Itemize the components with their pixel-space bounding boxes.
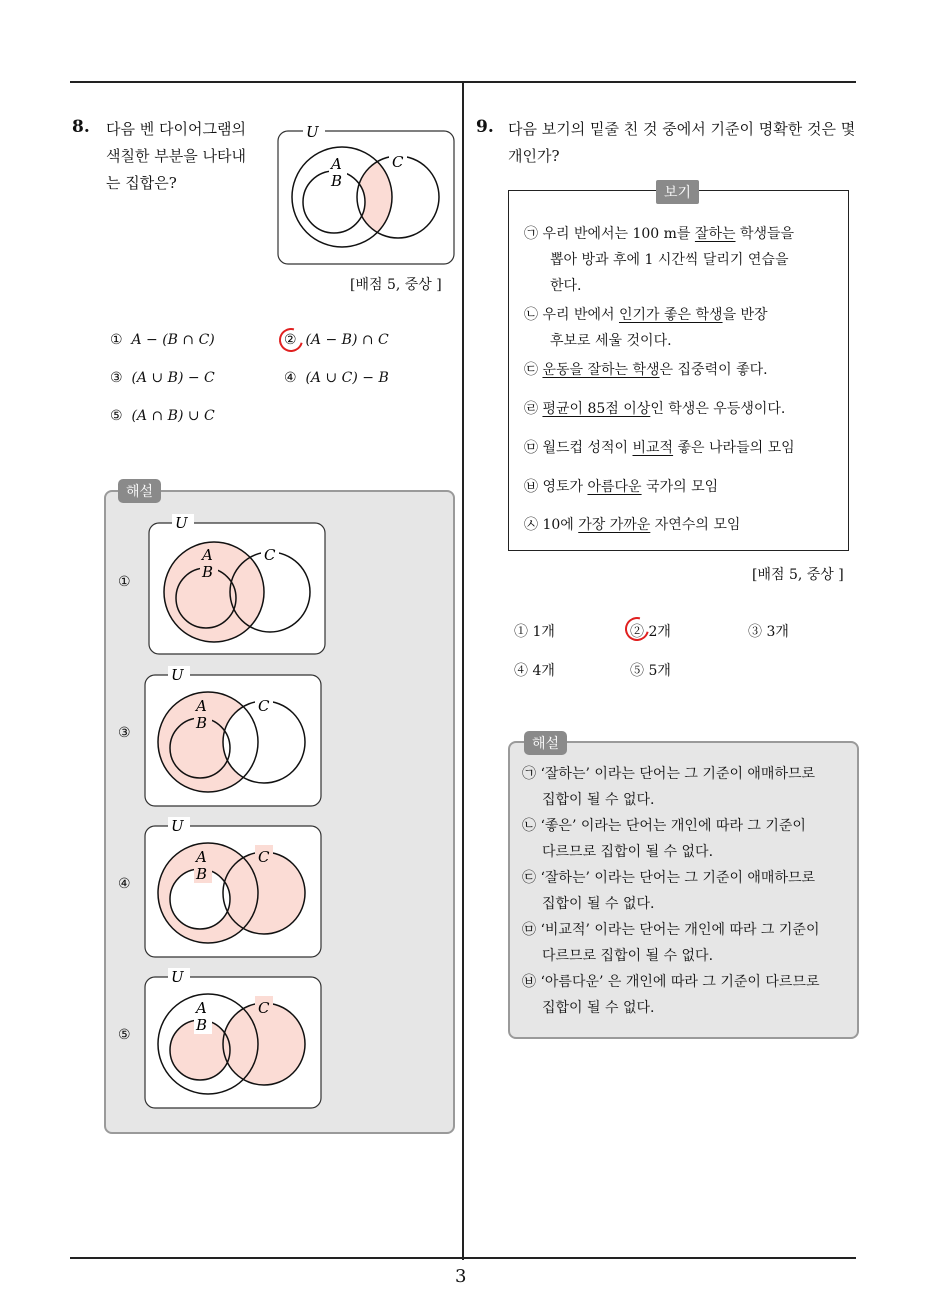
bogi-item-1-cont: 뽑아 방과 후에 1 시간씩 달리기 연습을: [550, 252, 789, 268]
svg-text:A: A: [196, 848, 207, 866]
label-c: C: [392, 153, 404, 171]
choice-expression: (A ∩ B) ∪ C: [131, 408, 215, 424]
svg-text:A: A: [196, 999, 207, 1017]
svg-text:B: B: [202, 563, 214, 581]
expl-label-3: ③: [118, 725, 131, 741]
bogi-item-2-cont: 후보로 세울 것이다.: [550, 333, 672, 349]
q9-choice-1[interactable]: ① 1개: [514, 624, 555, 640]
venn-explanation-1: [146, 512, 328, 658]
svg-text:C: C: [258, 697, 270, 715]
q8-text-line: 는 집합은?: [106, 174, 177, 192]
svg-text:A: A: [202, 546, 213, 564]
bogi-item-7: ㉦ 10에 가장 가까운 자연수의 모임: [524, 517, 741, 533]
expl-line: 다르므로 집합이 될 수 없다.: [542, 844, 714, 860]
label-a: A: [331, 155, 342, 173]
q9-score: [배점 5, 중상 ]: [752, 567, 844, 583]
q8-choice-3[interactable]: [110, 370, 215, 386]
choice-expression: (A ∪ B) − C: [131, 370, 215, 386]
bogi-item-5: ㉤ 월드컵 성적이 비교적 좋은 나라들의 모임: [524, 440, 795, 456]
expl-line: ㉢ ‘잘하는’ 이라는 단어는 그 기준이 애매하므로: [522, 870, 816, 886]
q8-text-line: 다음 벤 다이어그램의: [106, 120, 246, 138]
expl-label-5: ⑤: [118, 1027, 131, 1043]
choice-number: ②: [284, 332, 297, 348]
label-b: B: [331, 172, 343, 190]
bogi-item-3: ㉢ 운동을 잘하는 학생은 집중력이 좋다.: [524, 362, 768, 378]
venn-explanation-5: [142, 966, 324, 1112]
svg-text:U: U: [171, 666, 184, 684]
bogi-item-1-cont: 한다.: [550, 278, 582, 294]
choice-number: ④: [284, 370, 297, 386]
expl-line: ㉠ ‘잘하는’ 이라는 단어는 그 기준이 애매하므로: [522, 766, 816, 782]
expl-line: 집합이 될 수 없다.: [542, 792, 655, 808]
bogi-tag: 보기: [656, 180, 699, 204]
q8-choice-4[interactable]: [284, 370, 389, 386]
q9-text-line: 다음 보기의 밑줄 친 것 중에서 기준이 명확한 것은 몇: [508, 120, 856, 138]
choice-expression: (A ∪ C) − B: [305, 370, 389, 386]
svg-text:U: U: [175, 514, 188, 532]
q9-text-line: 개인가?: [508, 147, 560, 165]
q9-choice-2[interactable]: ② 2개: [630, 624, 671, 640]
venn-explanation-3: [142, 664, 324, 810]
q9-choice-3[interactable]: ③ 3개: [748, 624, 789, 640]
label-u: U: [306, 123, 319, 141]
bogi-item-1: ㉠ 우리 반에서는 100 m를 잘하는 학생들을: [524, 226, 795, 242]
q8-text-line: 색칠한 부분을 나타내: [106, 147, 246, 165]
svg-text:C: C: [258, 848, 270, 866]
svg-text:U: U: [171, 817, 184, 835]
venn-explanation-4: [142, 815, 324, 961]
svg-text:A: A: [196, 697, 207, 715]
expl-line: ㉤ ‘비교적’ 이라는 단어는 개인에 따라 그 기준이: [522, 922, 820, 938]
choice-expression: A − (B ∩ C): [131, 332, 215, 348]
svg-text:B: B: [196, 865, 208, 883]
q8-score: [배점 5, 중상 ]: [350, 277, 442, 293]
answer-mark-circle: [275, 324, 308, 357]
q8-choice-1[interactable]: [110, 332, 215, 348]
bogi-item-4: ㉣ 평균이 85점 이상인 학생은 우등생이다.: [524, 401, 786, 417]
q9-number: 9.: [476, 117, 494, 137]
svg-text:U: U: [171, 968, 184, 986]
svg-text:B: B: [196, 714, 208, 732]
expl-line: 다르므로 집합이 될 수 없다.: [542, 948, 714, 964]
expl-line: ㉡ ‘좋은’ 이라는 단어는 개인에 따라 그 기준이: [522, 818, 806, 834]
expl-line: ㉥ ‘아름다운’ 은 개인에 따라 그 기준이 다르므로: [522, 974, 820, 990]
choice-number: ⑤: [110, 408, 123, 424]
svg-text:B: B: [196, 1016, 208, 1034]
svg-text:C: C: [258, 999, 270, 1017]
expl-label-1: ①: [118, 574, 131, 590]
choice-expression: (A − B) ∩ C: [305, 332, 389, 348]
q9-text: [508, 116, 855, 170]
q8-explanation-tag: 해설: [118, 479, 161, 503]
expl-label-4: ④: [118, 876, 131, 892]
bogi-item-6: ㉥ 영토가 아름다운 국가의 모임: [524, 479, 719, 495]
q8-choice-5[interactable]: [110, 408, 215, 424]
expl-line: 집합이 될 수 없다.: [542, 896, 655, 912]
q8-venn-diagram: [276, 118, 458, 268]
q9-choice-4[interactable]: ④ 4개: [514, 663, 555, 679]
svg-text:C: C: [264, 546, 276, 564]
q9-choice-5[interactable]: ⑤ 5개: [630, 663, 671, 679]
choice-number: ①: [110, 332, 123, 348]
bogi-item-2: ㉡ 우리 반에서 인기가 좋은 학생을 반장: [524, 307, 768, 323]
bottom-rule: [70, 1257, 856, 1259]
column-divider: [462, 82, 464, 1260]
q9-explanation-tag: 해설: [524, 731, 567, 755]
expl-line: 집합이 될 수 없다.: [542, 1000, 655, 1016]
q8-text: [106, 116, 246, 197]
choice-number: ③: [110, 370, 123, 386]
q8-number: 8.: [72, 117, 90, 137]
page-number: 3: [455, 1266, 467, 1287]
